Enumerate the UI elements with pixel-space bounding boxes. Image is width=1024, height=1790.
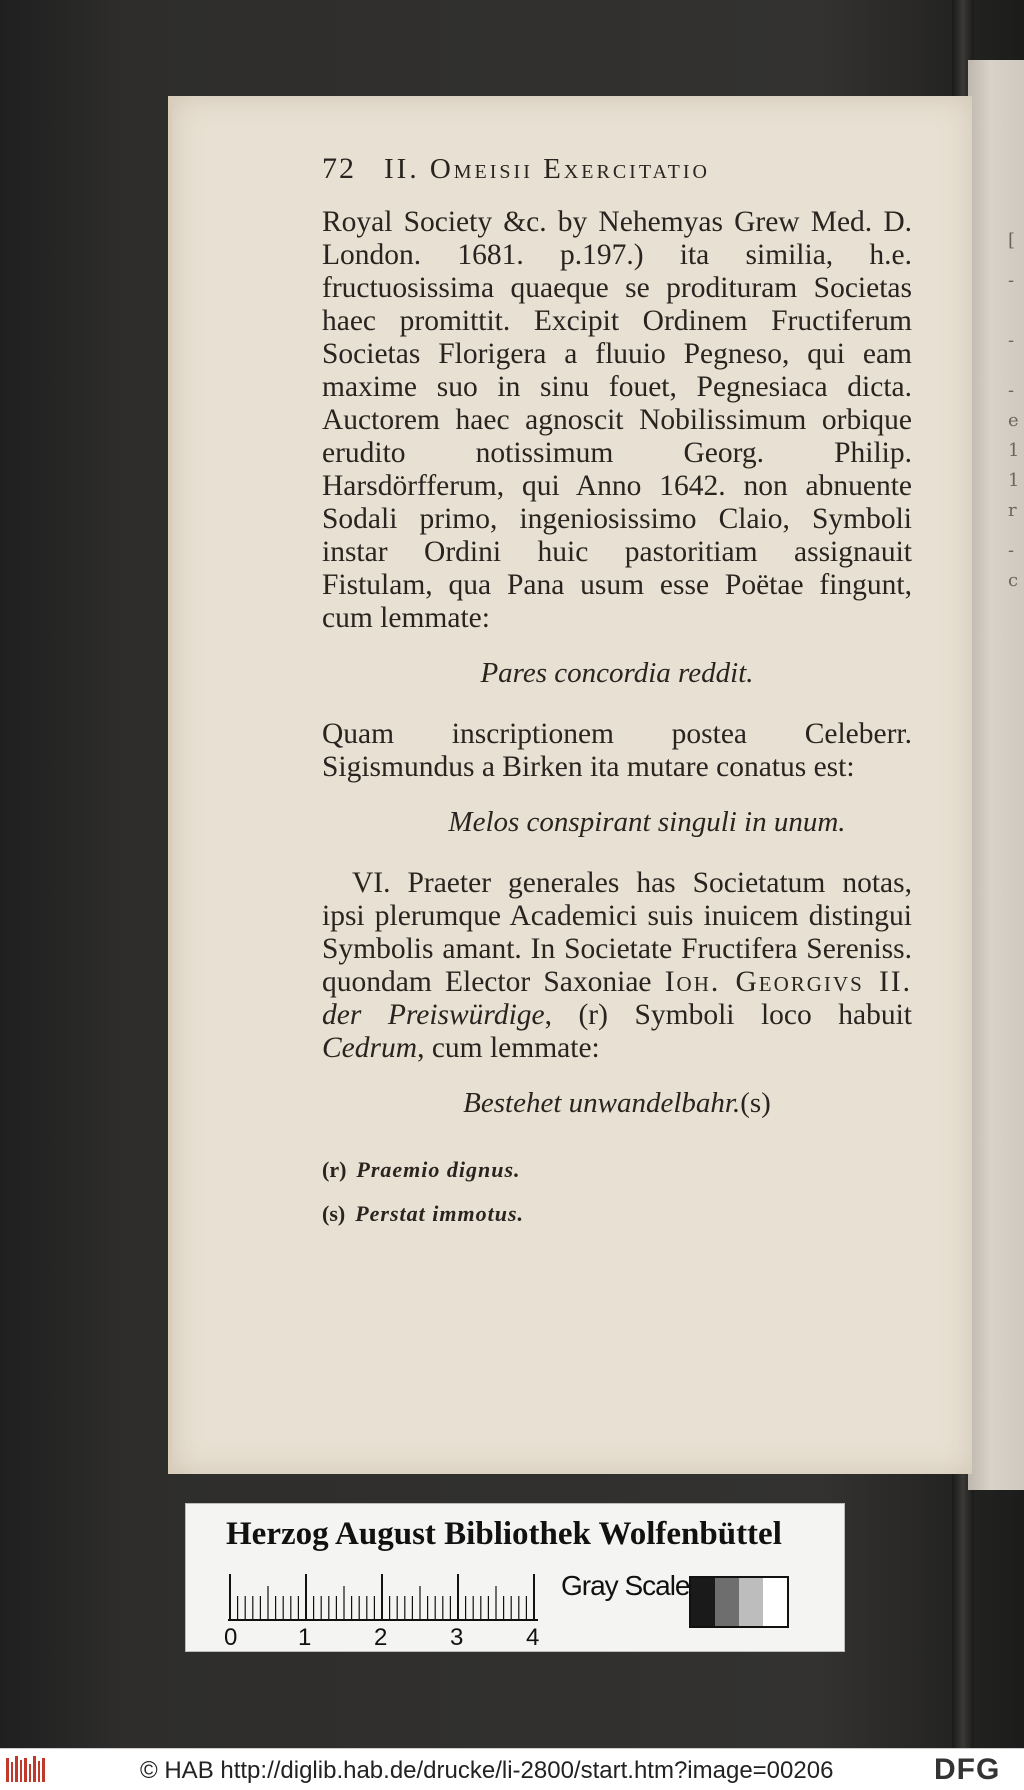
facing-page-mark: 1 — [1008, 470, 1020, 491]
gray-step — [691, 1578, 715, 1626]
scale-number: 1 — [298, 1624, 312, 1651]
facing-page-edge — [968, 60, 1024, 1490]
page-number: 72 — [322, 152, 356, 185]
footnote — [322, 1192, 912, 1236]
paragraph-1: Royal Society &c. by Nehemyas Grew Med. D. London. 1681. p.197.) ita similia, h.e. fructuosissima quaeque se prodituram Societas haec promittit. Excipit Ordinem Fructiferum Societas Florigera a fluuio Pegneso, qui eam maxime suo in sinu fouet, Pegnesiaca dicta. Auctorem haec agnoscit Nobilissimum orbique erudito notissimum Georg. Philip. Harsdörfferum, qui Anno 1642. non abnuente Sodali primo, ingeniosissimo Claio, Symboli instar Ordini huic pastoritiam assignauit Fistulam, qua Pana usum esse Poëtae fingunt, cum lemmate: — [322, 206, 912, 634]
paragraph-3-lead: VI. Praeter generales has Societatum notas, ipsi plerumque Academici suis inuicem distingui Symbolis amant. In Societate Fructifera Sereniss. quondam Elector Saxoniae — [322, 867, 912, 998]
paragraph-3-end: , cum lemmate: — [417, 1032, 600, 1064]
gray-step — [763, 1578, 787, 1626]
library-name: Herzog August Bibliothek Wolfenbüttel — [226, 1516, 782, 1552]
scale-number: 2 — [374, 1624, 388, 1651]
color-calibration-card — [185, 1503, 845, 1652]
footnote-mark: (s) — [322, 1201, 346, 1226]
motto-3 — [322, 1087, 912, 1120]
facing-page-mark: - — [1008, 380, 1015, 401]
book-page — [168, 96, 972, 1474]
gray-step — [739, 1578, 763, 1626]
dfg-logo: DFG — [934, 1753, 1001, 1786]
motto-1: Pares concordia reddit. — [480, 657, 754, 689]
facing-page-mark: c — [1008, 570, 1019, 591]
motto-3-footnote-ref: (s) — [740, 1087, 771, 1119]
motto-2: Melos conspirant singuli in unum. — [448, 806, 846, 838]
facing-page-mark: [ — [1008, 230, 1016, 251]
facing-page-mark: - — [1008, 330, 1015, 351]
ruler-scale — [228, 1574, 538, 1622]
running-head — [322, 152, 912, 192]
gray-step — [715, 1578, 739, 1626]
elector-name: Ioh. Georgivs II. — [664, 966, 912, 998]
paragraph-3-tail: , (r) Symboli loco habuit — [544, 999, 912, 1031]
footnote-mark: (r) — [322, 1157, 347, 1182]
viewer-footer — [0, 1748, 1024, 1790]
motto-3-text: Bestehet unwandelbahr. — [463, 1087, 741, 1119]
scale-number: 4 — [526, 1624, 540, 1651]
ruler-ticks — [230, 1574, 534, 1620]
facing-page-mark: - — [1008, 270, 1015, 291]
copyright-link[interactable]: © HAB http://diglib.hab.de/drucke/li-2800/start.htm?image=00206 — [140, 1757, 834, 1784]
gray-scale-swatch — [689, 1576, 789, 1628]
scale-number: 3 — [450, 1624, 464, 1651]
footnote-text: Praemio dignus. — [356, 1157, 521, 1182]
paragraph-2: Quam inscriptionem postea Celeberr. Sigismundus a Birken ita mutare conatus est: — [322, 718, 912, 783]
paragraph-3 — [322, 867, 912, 1065]
elector-epithet: der Preiswürdige — [322, 999, 545, 1031]
footnotes — [322, 1148, 912, 1236]
gray-scale-label: Gray Scale — [561, 1570, 690, 1601]
footnote-text: Perstat immotus. — [355, 1201, 525, 1226]
symbol-tree: Cedrum — [322, 1032, 418, 1064]
facing-page-mark: 1 — [1008, 440, 1020, 461]
hab-barcode-logo-icon — [6, 1756, 50, 1784]
facing-page-mark: e — [1008, 410, 1019, 431]
page-text-block — [322, 152, 912, 1236]
running-head-title: II. Omeisii Exercitatio — [384, 153, 710, 185]
facing-page-mark: r — [1008, 500, 1017, 521]
scale-number: 0 — [224, 1624, 238, 1651]
facing-page-mark: - — [1008, 540, 1015, 561]
footnote — [322, 1148, 912, 1192]
